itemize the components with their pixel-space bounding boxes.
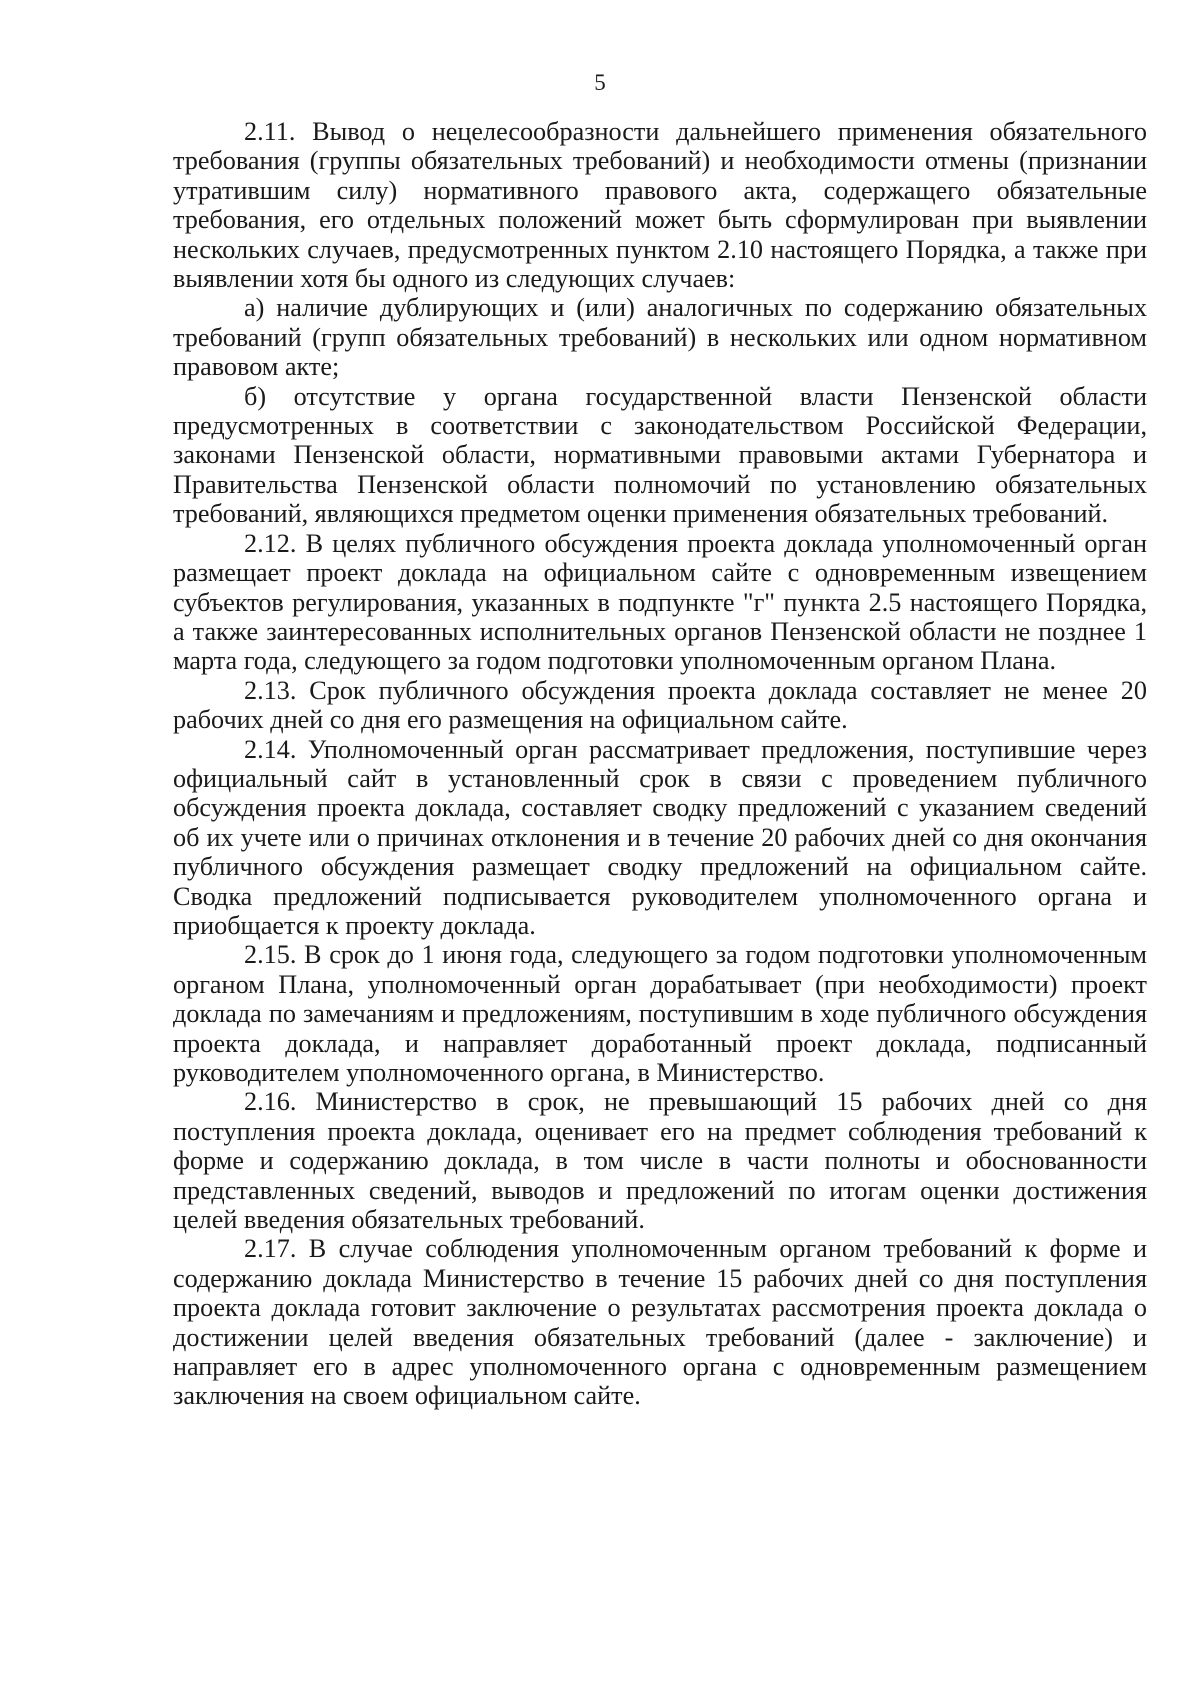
paragraph-2-16: 2.16. Министерство в срок, не превышающий 15 рабочих дней со дня поступления проекта доклада, оценивает его на предмет соблюдения требований к форме и содержанию доклада, в том числе в части полноты и обоснованности представленных сведений, выводов и предложений по итогам оценки достижения целей введения обязательных требований. (173, 1087, 1147, 1235)
paragraph-2-11: 2.11. Вывод о нецелесообразности дальнейшего применения обязательного требования (группы обязательных требований) и необходимости отмены (признании утратившим силу) нормативного правового акта, содержащего обязательные требования, его отдельных положений может быть сформулирован при выявлении нескольких случаев, предусмотренных пунктом 2.10 настоящего Порядка, а также при выявлении хотя бы одного из следующих случаев: (173, 117, 1147, 294)
page-number: 5 (594, 70, 606, 95)
paragraph-2-11-b: б) отсутствие у органа государственной власти Пензенской области предусмотренных в соответствии с законодательством Российской Федерации, законами Пензенской области, нормативными правовыми актами Губернатора и Правительства Пензенской области полномочий по установлению обязательных требований, являющихся предметом оценки применения обязательных требований. (173, 381, 1147, 529)
paragraph-2-12: 2.12. В целях публичного обсуждения проекта доклада уполномоченный орган размещает проект доклада на официальном сайте с одновременным извещением субъектов регулирования, указанных в подпункте "г" пункта 2.5 настоящего Порядка, а также заинтересованных исполнительных органов Пензенской области не позднее 1 марта года, следующего за годом подготовки уполномоченным органом Плана. (173, 528, 1147, 676)
paragraph-2-17: 2.17. В случае соблюдения уполномоченным органом требований к форме и содержанию доклада Министерство в течение 15 рабочих дней со дня поступления проекта доклада готовит заключение о результатах рассмотрения проекта доклада о достижении целей введения обязательных требований (далее - заключение) и направляет его в адрес уполномоченного органа с одновременным размещением заключения на своем официальном сайте. (173, 1234, 1147, 1411)
paragraph-2-13: 2.13. Срок публичного обсуждения проекта доклада составляет не менее 20 рабочих дней со дня его размещения на официальном сайте. (173, 675, 1147, 735)
paragraph-2-15: 2.15. В срок до 1 июня года, следующего за годом подготовки уполномоченным органом Плана, уполномоченный орган дорабатывает (при необходимости) проект доклада по замечаниям и предложениям, поступившим в ходе публичного обсуждения проекта доклада, и направляет доработанный проект доклада, подписанный руководителем уполномоченного органа, в Министерство. (173, 940, 1147, 1087)
document-body (173, 117, 1147, 1411)
paragraph-2-14: 2.14. Уполномоченный орган рассматривает предложения, поступившие через официальный сайт в установленный срок в связи с проведением публичного обсуждения проекта доклада, составляет сводку предложений с указанием сведений об их учете или о причинах отклонения и в течение 20 рабочих дней со дня окончания публичного обсуждения размещает сводку предложений на официальном сайте. Сводка предложений подписывается руководителем уполномоченного органа и приобщается к проекту доклада. (173, 734, 1147, 940)
paragraph-2-11-a: а) наличие дублирующих и (или) аналогичных по содержанию обязательных требований (групп обязательных требований) в нескольких или одном нормативном правовом акте; (173, 293, 1147, 382)
